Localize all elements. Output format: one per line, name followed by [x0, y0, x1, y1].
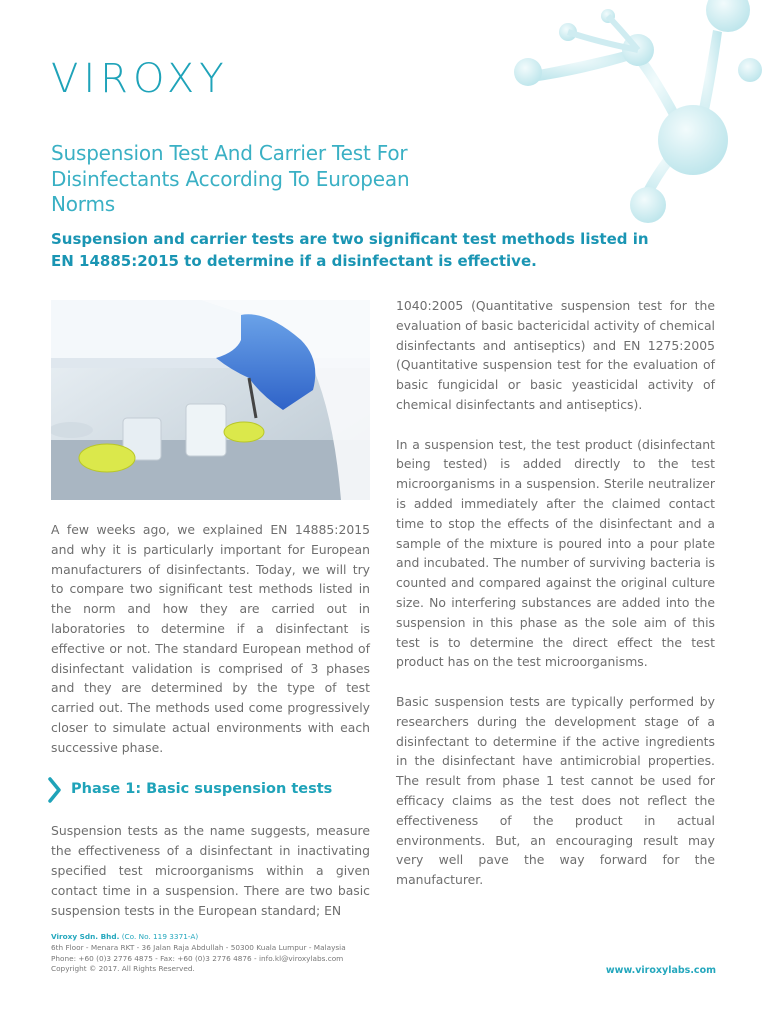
footer-registration: (Co. No. 119 3371-A) — [119, 932, 199, 941]
phase-1-paragraph: Suspension tests as the name suggests, measure the effectiveness of a disinfectant in inactivating specified test microorganisms within a given contact time in a suspension. There are two basic suspension tests in the European standard; EN — [51, 823, 370, 918]
logo-text: VIROXY — [51, 56, 229, 96]
viroxy-logo — [51, 56, 261, 96]
intro-paragraph: A few weeks ago, we explained EN 14885:2015 and why it is particularly important for European manufacturers of disinfectants. Today, we will try to compare two significant test methods listed in the norm and how they are carried out in laboratories to determine if a disinfectant is effective or not. The standard European method of disinfectant validation is comprised of 3 phases and they are determined by the type of test carried out. The methods used come progressively closer to simulate actual environments with each successive phase. — [51, 522, 370, 755]
chevron-right-icon — [47, 777, 63, 803]
left-column — [51, 520, 370, 940]
phase-1-heading — [47, 777, 370, 803]
lab-photo — [51, 300, 370, 500]
right-paragraph-3: Basic suspension tests are typically performed by researchers during the development stage of a disinfectant to determine if the active ingredients in the disinfectant have antimicrobial properties. The result from phase 1 test cannot be used for efficacy claims as the test does not reflect the effectiveness of the product in actual environments. But, an encouraging result may very well pave the way forward for the manufacturer. — [396, 693, 715, 888]
logo-wordmark — [51, 56, 261, 96]
phase-1-heading-text: Phase 1: Basic suspension tests — [71, 781, 333, 798]
footer-copyright: Copyright © 2017. All Rights Reserved. — [51, 964, 195, 974]
footer-company: Viroxy Sdn. Bhd. — [51, 932, 120, 941]
right-paragraph-2: In a suspension test, the test product (disinfectant being tested) is added directly to the test microorganisms in a suspension. Sterile neutralizer is added immediately after the claimed contact time to stop the effects of the disinfectant and a sample of the mixture is poured into a pour plate and incubated. The number of surviving bacteria is counted and compared against the original culture size. No interfering substances are added into the suspension in this phase as the sole aim of this test is to determine the direct effect the test product has on the test microorganisms. — [396, 436, 715, 670]
molecule-decoration — [488, 0, 768, 230]
page-subtitle: Suspension and carrier tests are two significant test methods listed in EN 14885:2015 to determine if a disinfectant is effective. — [51, 230, 649, 270]
footer — [51, 932, 346, 975]
lab-photo-illustration — [51, 300, 370, 500]
page-title: Suspension Test And Carrier Test For Disinfectants According To European Norms — [51, 141, 410, 216]
footer-address: 6th Floor - Menara RKT - 36 Jalan Raja Abdullah - 50300 Kuala Lumpur - Malaysia — [51, 942, 346, 952]
footer-contact: Phone: +60 (0)3 2776 4875 - Fax: +60 (0)3 2776 4876 - info.kl@viroxylabs.com — [51, 953, 344, 963]
right-column — [396, 296, 715, 910]
footer-website-link[interactable]: www.viroxylabs.com — [605, 965, 716, 976]
footer-company-line — [51, 932, 346, 943]
right-paragraph-1: 1040:2005 (Quantitative suspension test for the evaluation of basic bactericidal activity of chemical disinfectants and antiseptics) and EN 1275:2005 (Quantitative suspension test for the evaluation of basic fungicidal or basic yeasticidal activity of chemical disinfectants and antiseptics). — [396, 298, 715, 412]
